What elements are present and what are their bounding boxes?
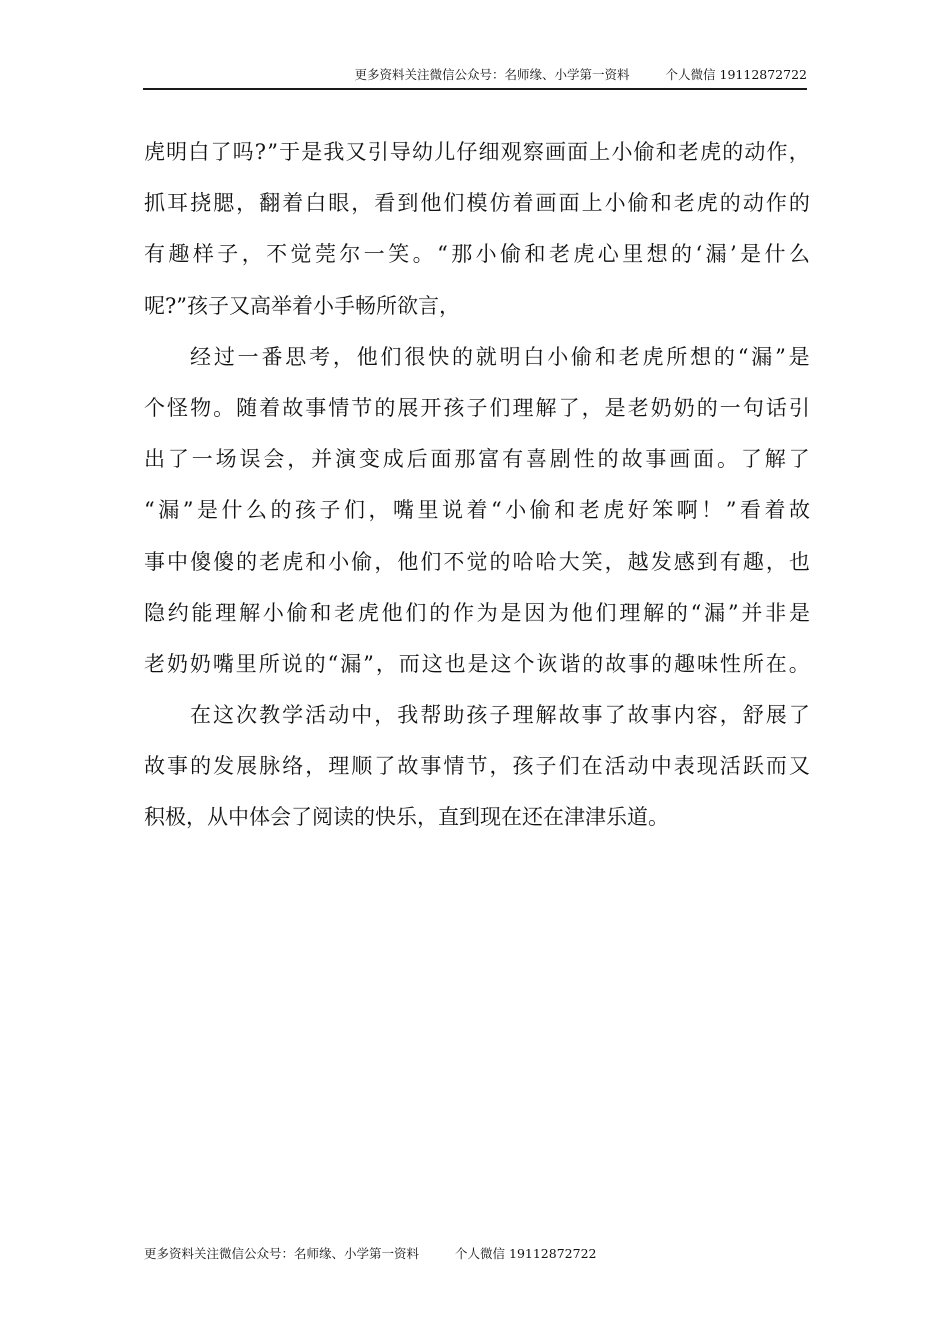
- text-line: 有 趣 样 子 ， 不 觉 莞 尔 一 笑 。 “ 那 小 偷 和 老 虎 心 里 想 的 ‘ 漏 ’ 是 什 么: [144, 242, 810, 267]
- text-line: 故 事 的 发 展 脉 络 ， 理 顺 了 故 事 情 节 ， 孩 子 们 在 活 动 中 表 现 活 跃 而 又: [144, 754, 810, 779]
- text-line: 经 过 一 番 思 考 ， 他 们 很 快 的 就 明 白 小 偷 和 老 虎 所 想 的 “ 漏 ” 是: [190, 344, 810, 369]
- footer-source-text: 更多资料关注微信公众号：名师缘、小学第一资料: [144, 1246, 420, 1261]
- text-line: 隐 约 能 理 解 小 偷 和 老 虎 他 们 的 作 为 是 因 为 他 们 理 解 的 “ 漏 ” 并 非 是: [144, 600, 810, 625]
- text-line: 积极，从中体会了阅读的快乐，直到现在还在津津乐道。: [144, 805, 669, 830]
- text-line: “ 漏 ” 是 什 么 的 孩 子 们 ， 嘴 里 说 着 “ 小 偷 和 老 虎 好 笨 啊 ！ ” 看 着 故: [144, 498, 810, 523]
- footer-wechat-text: 个人微信 19112872722: [455, 1246, 597, 1261]
- document-body: [144, 127, 810, 844]
- page-footer: [144, 1244, 596, 1264]
- header-wechat-text: 个人微信 19112872722: [665, 67, 807, 82]
- text-line: 虎 明 白 了 吗 ? ” 于 是 我 又 引 导 幼 儿 仔 细 观 察 画 面 上 小 偷 和 老 虎 的 动 作 ，: [144, 140, 810, 164]
- text-line: 事 中 傻 傻 的 老 虎 和 小 偷 ， 他 们 不 觉 的 哈 哈 大 笑 ， 越 发 感 到 有 趣 ， 也: [144, 549, 810, 574]
- text-line: 在 这 次 教 学 活 动 中 ， 我 帮 助 孩 子 理 解 故 事 了 故 事 内 容 ， 舒 展 了: [190, 703, 810, 728]
- page-header: [143, 62, 807, 90]
- text-line: 个 怪 物 。 随 着 故 事 情 节 的 展 开 孩 子 们 理 解 了 ， 是 老 奶 奶 的 一 句 话 引: [144, 395, 810, 420]
- text-line: 抓 耳 挠 腮 ， 翻 着 白 眼 ， 看 到 他 们 模 仿 着 画 面 上 小 偷 和 老 虎 的 动 作 的: [144, 191, 810, 216]
- text-line: 呢?”孩子又高举着小手畅所欲言，: [144, 293, 460, 318]
- text-line: 出 了 一 场 误 会 ， 并 演 变 成 后 面 那 富 有 喜 剧 性 的 故 事 画 面 。 了 解 了: [144, 447, 810, 472]
- text-line: 老 奶 奶 嘴 里 所 说 的 “ 漏 ” ， 而 这 也 是 这 个 诙 谐 的 故 事 的 趣 味 性 所 在 。: [144, 651, 810, 676]
- header-source-text: 更多资料关注微信公众号：名师缘、小学第一资料: [354, 67, 630, 82]
